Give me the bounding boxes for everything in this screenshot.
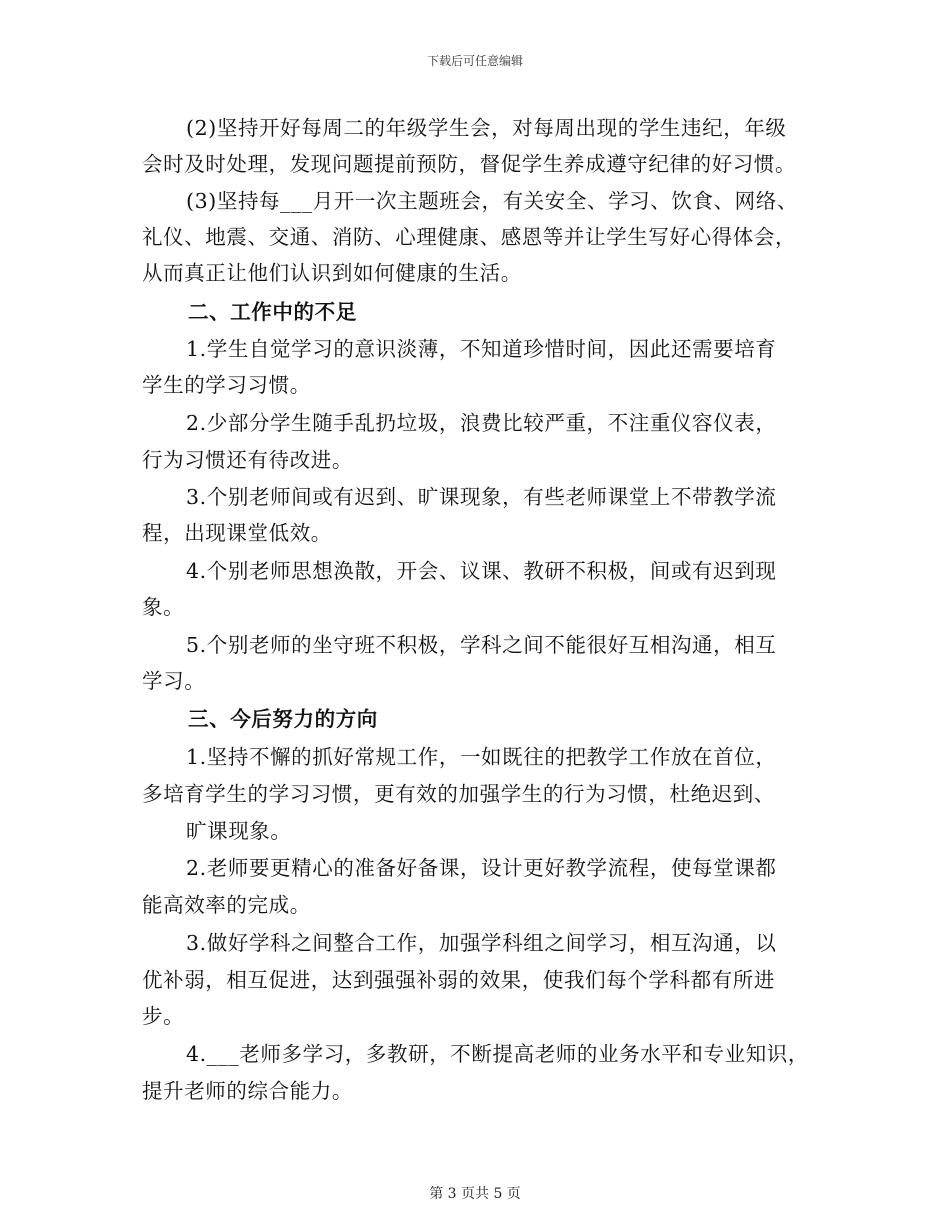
paragraph-line: 行为习惯还有待改进。 bbox=[142, 448, 353, 472]
paragraph-line: 1.学生自觉学习的意识淡薄，不知道珍惜时间，因此还需要培育 bbox=[186, 337, 777, 361]
paragraph-line: 从而真正让他们认识到如何健康的生活。 bbox=[142, 261, 522, 285]
paragraph-line: 多培育学生的学习习惯，更有效的加强学生的行为习惯，杜绝迟到、 bbox=[142, 782, 775, 806]
paragraph-line: 3.个别老师间或有迟到、旷课现象，有些老师课堂上不带教学流 bbox=[186, 485, 777, 509]
section-heading: 二、工作中的不足 bbox=[188, 300, 357, 324]
paragraph-line: 程，出现课堂低效。 bbox=[142, 521, 332, 545]
paragraph-line: 会时及时处理，发现问题提前预防，督促学生养成遵守纪律的好习惯。 bbox=[142, 152, 797, 176]
paragraph-line: 3.做好学科之间整合工作，加强学科组之间学习，相互沟通，以 bbox=[186, 931, 777, 955]
paragraph-line: 4.个别老师思想涣散，开会、议课、教研不积极，间或有迟到现 bbox=[186, 559, 777, 583]
paragraph-line: 4.___老师多学习，多教研，不断提高老师的业务水平和专业知识， bbox=[186, 1042, 810, 1066]
paragraph-line: 提升老师的综合能力。 bbox=[142, 1079, 353, 1103]
paragraph-line: 步。 bbox=[142, 1004, 185, 1028]
paragraph-line: (2)坚持开好每周二的年级学生会，对每周出现的学生违纪，年级 bbox=[186, 116, 787, 140]
paragraph-line: 优补弱，相互促进，达到强强补弱的效果，使我们每个学科都有所进 bbox=[142, 968, 775, 992]
paragraph-line: 学生的学习习惯。 bbox=[142, 373, 311, 397]
paragraph-line: 5.个别老师的坐守班不积极，学科之间不能很好互相沟通，相互 bbox=[186, 633, 777, 657]
paragraph-line: 1.坚持不懈的抓好常规工作，一如既往的把教学工作放在首位， bbox=[186, 745, 777, 769]
page-header: 下载后可任意编辑 bbox=[426, 54, 523, 68]
paragraph-line: 学习。 bbox=[142, 669, 206, 693]
paragraph-line: 2.少部分学生随手乱扔垃圾，浪费比较严重，不注重仪容仪表， bbox=[186, 411, 777, 435]
paragraph-line: (3)坚持每___月开一次主题班会，有关安全、学习、饮食、网络、 bbox=[186, 189, 798, 213]
paragraph-line: 2.老师要更精心的准备好备课，设计更好教学流程，使每堂课都 bbox=[186, 856, 777, 880]
paragraph-line: 象。 bbox=[142, 595, 185, 619]
paragraph-line: 礼仪、地震、交通、消防、心理健康、感恩等并让学生写好心得体会， bbox=[142, 225, 797, 249]
page-number: 第 3 页共 5 页 bbox=[429, 1186, 521, 1202]
section-heading: 三、今后努力的方向 bbox=[188, 707, 378, 731]
paragraph-line: 能高效率的完成。 bbox=[142, 893, 311, 917]
paragraph-line: 旷课现象。 bbox=[186, 819, 292, 843]
